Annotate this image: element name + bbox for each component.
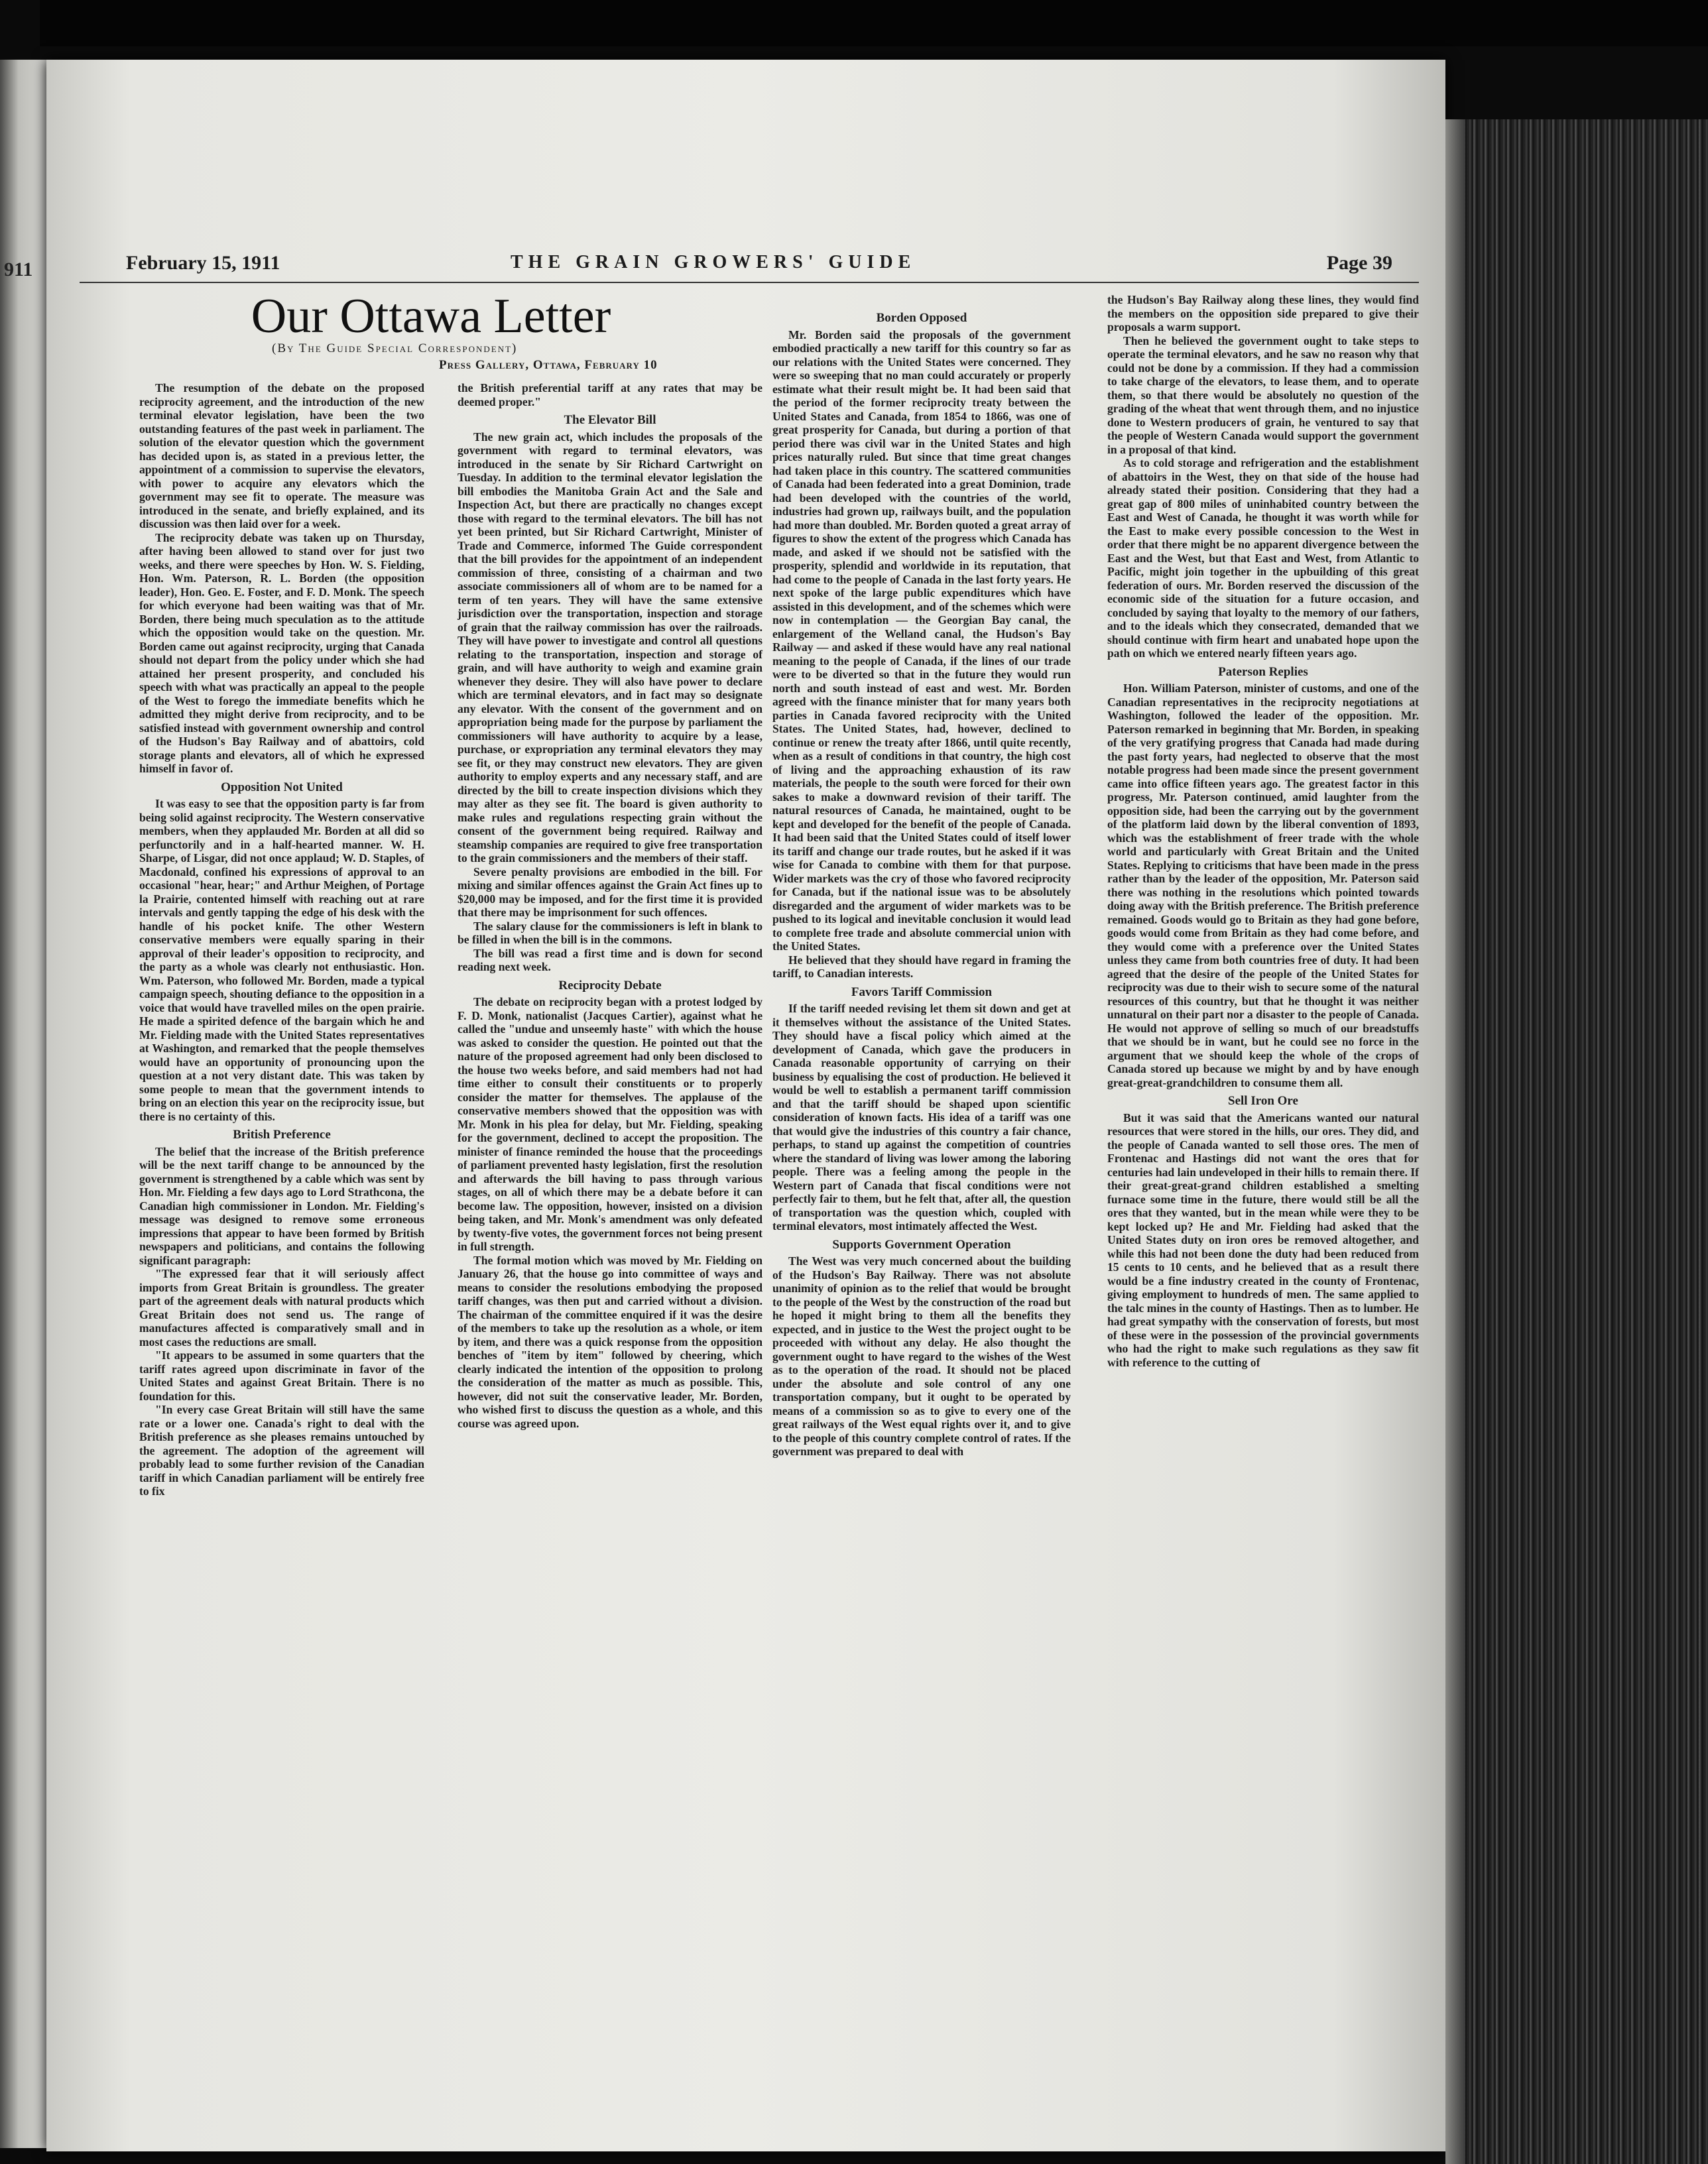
- paragraph: Then he believed the government ought to take steps to operate the terminal elevators, and he saw no reason why that could not be done by a commission. If they had a commission to take charge of the elevators, to lease them, and to operate them, so that there would be absolutely no question of the grading of the wheat that went through them, and no injustice done to Western producers of grain, he ventured to say that the people of Western Canada would support the government in a proposal of that kind.: [1107, 333, 1419, 456]
- previous-page-number: 911: [4, 259, 33, 280]
- header-rule: [80, 282, 1419, 283]
- quote-paragraph: "In every case Great Britain will still have the same rate or a lower one. Canada's right to deal with the British preference as she pleases remains untouched by the agreement. The adoption of the agreement will probably lead to some further revision of the Canadian tariff in which Canadian parliament will be entirely free to fix: [139, 1403, 424, 1498]
- paragraph: The new grain act, which includes the proposals of the government with regard to terminal elevators, was introduced in the senate by Sir Richard Cartwright on Tuesday. In addition to the terminal elevator legislation the bill embodies the Manitoba Grain Act and the Sale and Inspection Act, but there are practically no changes except those with regard to the terminal elevators. The bill has not yet been printed, but Sir Richard Cartwright, Minister of Trade and Commerce, informed The Guide correspondent that the bill provides for the appointment of an independent commission of three, consisting of a chairman and two associate commissioners all of whom are to be named for a term of ten years. They will have the same extensive jurisdiction over the transportation, inspection and storage of grain that the railway commission has over the railroads. They will have power to investigate and control all questions relating to the transportation, inspection and storage of grain, and will have authority to weigh and examine grain whenever they desire. They will also have power to declare which are terminal elevators, and in fact may so designate any elevator. With the consent of the government and on appropriation being made for the purpose by parliament the commissioners will have authority to acquire by a lease, purchase, or expropriation any terminal elevators they may see fit, or they may construct new elevators. They are given authority to employ experts and any necessary staff, and are directed by the bill to create inspection divisions which they may alter as they see fit. The board is given authority to make rules and regulations respecting grain without the consent of the government being required. Railway and steamship companies are required to give free transportation to the grain commissioners and the members of their staff.: [457, 430, 762, 865]
- page-gutter-shadow: [1445, 119, 1465, 2164]
- page-number: Page 39: [1326, 252, 1392, 274]
- subheading: Paterson Replies: [1218, 664, 1308, 679]
- paragraph: But it was said that the Americans wanted our natural resources that were stored in the hills, our ores. They did, and the people of Canada wanted to sell those ores. The men of Frontenac and Hastings did not want the ores that for centuries had lain undeveloped in their hills to remain there. If their great-great-grand children established a smelting furnace some time in the future, there would still be all the ores that they wanted, but in the mean while were they to be kept locked up? He and Mr. Fielding had asked that the United States duty on iron ores be removed altogether, and while this had not been done the duty had been reduced from 15 cents to 10 cents, and he believed that as a result there would be a fine industry created in the county of Frontenac, giving employment to hundreds of men. The same applied to the talc mines in the county of Hastings. Then as to lumber. He had great sympathy with the conservation of forests, but most of these were in the possession of the provincial governments who had the right to make such regulations as they saw fit with reference to the cutting of: [1107, 1111, 1419, 1369]
- subheading: Reciprocity Debate: [558, 978, 662, 992]
- paragraph: The belief that the increase of the British preference will be the next tariff change to be announced by the government is strengthened by a cable which was sent by Hon. Mr. Fielding a few days ago to Lord Strathcona, the Canadian high commissioner in London. Mr. Fielding's message was designed to remove some erroneous impressions that appear to have been formed by British newspapers and politicians, and contains the following significant paragraph:: [139, 1144, 424, 1267]
- article-dateline: Press Gallery, Ottawa, February 10: [439, 358, 658, 372]
- subheading: Sell Iron Ore: [1228, 1094, 1298, 1108]
- quote-paragraph: "The expressed fear that it will seriously affect imports from Great Britain is groundless. The greater part of the agreement deals with natural products which Great Britain does not send us. The range of manufactures affected is comparatively small and in most cases the reductions are small.: [139, 1267, 424, 1349]
- newspaper-page: [46, 60, 1445, 2151]
- publication-name: THE GRAIN GROWERS' GUIDE: [511, 252, 916, 272]
- film-border-top: [0, 0, 1708, 46]
- subheading: Opposition Not United: [221, 780, 343, 794]
- paragraph: He believed that they should have regard in framing the tariff, to Canadian interests.: [772, 953, 1071, 980]
- column-1: [139, 381, 424, 1498]
- paragraph: Severe penalty provisions are embodied in the bill. For mixing and similar offences against the Grain Act fines up to $20,000 may be imposed, and for the first time it is provided that there may be imprisonment for such offences.: [457, 865, 762, 919]
- column-3: [772, 306, 1071, 1459]
- paragraph: the British preferential tariff at any rates that may be deemed proper.": [457, 381, 762, 408]
- paragraph: The formal motion which was moved by Mr. Fielding on January 26, that the house go into committee of ways and means to consider the resolutions embodying the proposed tariff changes, was then put and carried without a division. The chairman of the committee enquired if it was the desire of the members to take up the resolution as a whole, or item by item, and there was a quick response from the opposition benches of "item by item" followed by cheering, which clearly indicated the intention of the opposition to prolong the consideration of the matter as much as possible. This, however, did not suit the conservative leader, Mr. Borden, who wished first to discuss the question as a whole, and this course was agreed upon.: [457, 1253, 762, 1430]
- paragraph: The debate on reciprocity began with a protest lodged by F. D. Monk, nationalist (Jacques Cartier), against what he called the "undue and unseemly haste" with which the house was asked to consider the question. He pointed out that the nature of the proposed agreement had only been disclosed to the house two weeks before, and said members had not had time either to consult their constituents or to properly consider the matter for themselves. The applause of the conservative members showed that the opposition was with Mr. Monk in his plea for delay, but Mr. Fielding, speaking for the government, declined to accept the proposition. The minister of finance reminded the house that the proceedings of parliament prevented hasty legislation, first the resolution and afterwards the bill having to pass through various stages, on all of which there may be a debate before it can become law. The opposition, however, insisted on a division being taken, and Mr. Monk's amendment was only defeated by twenty-five votes, the government forces not being present in full strength.: [457, 995, 762, 1253]
- paragraph: As to cold storage and refrigeration and the establishment of abattoirs in the West, they on that side of the house had already stated their position. Considering that they had a great gap of 800 miles of uninhabited country between the East and West of Canada, he thought it was worth while for the East to make every possible concession to the West in order that there might be no apparent divergence between the East and the West, but that East and West, from Atlantic to Pacific, might join together in the upbuilding of this great federation of ours. Mr. Borden reserved the discussion of the economic side of the situation for a future occasion, and concluded by saying that loyalty to the memory of our fathers, and to the ideals which they consecrated, demanded that we should continue with firm heart and unabated hope upon the path on which we entered nearly fifteen years ago.: [1107, 456, 1419, 660]
- issue-date: February 15, 1911: [126, 252, 280, 274]
- article-byline: (By The Guide Special Correspondent): [272, 341, 518, 355]
- subheading: Supports Government Operation: [832, 1237, 1011, 1252]
- subheading: Favors Tariff Commission: [851, 985, 993, 999]
- paragraph: The bill was read a first time and is down for second reading next week.: [457, 946, 762, 973]
- subheading: The Elevator Bill: [564, 413, 656, 427]
- paragraph: Mr. Borden said the proposals of the government embodied practically a new tariff for this country so far as our relations with the United States were concerned. They were so sweeping that no man could accurately or properly estimate what their result might be. It had been said that the period of the former reciprocity treaty between the United States and Canada, from 1854 to 1866, was one of great prosperity for Canada, but during a portion of that period there was civil war in the United States and high prices naturally ruled. But since that time great changes had taken place in this country. The scattered communities of Canada had been federated into a great Dominion, trade had been developed with the countries of the world, industries had grown up, railways built, and the population had more than doubled. Mr. Borden quoted a great array of figures to show the extent of the progress which Canada has made, and asked if we should not be satisfied with the prosperity, splendid and worldwide in its reputation, that had come to the people of Canada in the last forty years. He next spoke of the large public expenditures which have assisted in this development, and of the schemes which were now in contemplation — the Georgian Bay canal, the enlargement of the Welland canal, the Hudson's Bay Railway — and asked if these would have any real national meaning to the people of Canada, if the lines of our trade were to be diverted so that in the future they would run north and south instead of east and west. Mr. Borden agreed with the finance minister that for many years both parties in Canada favored reciprocity with the United States. The United States, had, however, declined to continue or renew the treaty after 1866, until quite recently, when as a result of conditions in that country, the high cost of living and the approaching exhaustion of its raw materials, the people to the south were forced for their own sakes to make a downward revision of their tariff. The natural resources of Canada, he maintained, ought to be kept and developed for the benefit of the people of Canada. It had been said that the United States could of itself lower its tariff and change our trade routes, but he asked if it was wise for Canada to combine with them for that purpose. Wider markets was the cry of those who favored reciprocity for Canada, but if the national issue was to be absolutely disregarded and the argument of wider markets was to be pushed to its logical and inevitable conclusion it would lead to complete free trade and absolute commercial union with the United States.: [772, 328, 1071, 953]
- paragraph: It was easy to see that the opposition party is far from being solid against reciprocity. The Western conservative members, when they applauded Mr. Borden at all did so perfunctorily and in a half-hearted manner. W. H. Sharpe, of Lisgar, did not once applaud; W. D. Staples, of Macdonald, confined his expressions of approval to an occasional "hear, hear;" and Arthur Meighen, of Portage la Prairie, contented himself with reaching out at rare intervals and gently tapping the edge of his desk with the handle of his pocket knife. The other Western conservative members were equally sparing in their approval of their leader's opposition to reciprocity, and the party as a whole was clearly not enthusiastic. Hon. Wm. Paterson, who followed Mr. Borden, made a typical campaign speech, shouting defiance to the opposition in a voice that would have travelled miles on the open prairie. He made a spirited defence of the bargain which he and Mr. Fielding made with the United States representatives at Washington, and remarked that the people themselves would have an opportunity of pronouncing upon the question at a not very distant date. This was taken by some people to mean that the government intends to bring on an election this year on the reciprocity issue, but there is no certainty of this.: [139, 797, 424, 1123]
- paragraph: If the tariff needed revising let them sit down and get at it themselves without the assistance of the United States. They should have a fiscal policy which aimed at the development of Canada, which gave the producers in Canada reasonable opportunity of carrying on their business by equalising the cost of production. He believed it would be well to establish a permanent tariff commission and that the tariff should be shaped upon scientific consideration of known facts. His idea of a tariff was one that would give the industries of this country a fair chance, perhaps, to stand up against the competition of countries where the standard of living was lower among the laboring people. There was a feeling among the people in the Western part of Canada that fiscal conditions were not perfectly fair to them, but he felt that, after all, the question of transportation was the question which, coupled with terminal elevators, most intimately affected the West.: [772, 1002, 1071, 1232]
- paragraph: the Hudson's Bay Railway along these lines, they would find the members on the opposition side prepared to give their proposals a warm support.: [1107, 293, 1419, 333]
- subheading: Borden Opposed: [876, 311, 967, 325]
- subheading: British Preference: [233, 1128, 331, 1142]
- paragraph: The West was very much concerned about the building of the Hudson's Bay Railway. There was not absolute unanimity of opinion as to the relief that would be brought to the people of the West by the construction of the road but he hoped it might bring to them all the benefits they expected, and in justice to the West the project ought to be proceeded with without any delay. He also thought the government ought to have regard to the wishes of the West as to the operation of the road. It should not be placed under the absolute and sole control of any one transportation company, but it ought to be operated by means of a commission so as to give to every one of the great railways of the West equal rights over it, and to give to the people of this country complete control of rates. If the government was prepared to deal with: [772, 1254, 1071, 1458]
- paragraph: The salary clause for the commissioners is left in blank to be filled in when the bill is in the commons.: [457, 919, 762, 946]
- paragraph: The reciprocity debate was taken up on Thursday, after having been allowed to stand over for just two weeks, and there were speeches by Hon. W. S. Fielding, Hon. Wm. Paterson, R. L. Borden (the opposition leader), Hon. Geo. E. Foster, and F. D. Monk. The speech for which everyone had been waiting was that of Mr. Borden, there being much speculation as to the attitude which the opposition would take on the question. Mr. Borden came out against reciprocity, urging that Canada should not depart from the policy under which she had attained her present prosperity, and concluded his speech with what was practically an appeal to the people of the West to forego the immediate benefits which he admitted they might derive from reciprocity, and to be satisfied instead with government ownership and control of the Hudson's Bay Railway and of abattoirs, cold storage plants and elevators, all of which he expressed himself in favor of.: [139, 530, 424, 775]
- quote-paragraph: "It appears to be assumed in some quarters that the tariff rates agreed upon discriminate in favor of the United States and against Great Britain. There is no foundation for this.: [139, 1349, 424, 1403]
- paragraph: Hon. William Paterson, minister of customs, and one of the Canadian representatives in the reciprocity negotiations at Washington, followed the leader of the opposition. Mr. Paterson remarked in beginning that Mr. Borden, in speaking of the very gratifying progress that Canada had made during the past forty years, had neglected to observe that the most notable progress had been made since the present government came into office fifteen years ago. The greatest factor in this progress, Mr. Paterson continued, amid laughter from the opposition side, had been the carrying out by the government of the platform laid down by the liberal convention of 1893, which was the establishment of freer trade with the whole world and particularly with Great Britain and the United States. Replying to criticisms that have been made in the press rather than by the leader of the opposition, Mr. Paterson said there was nothing in the resolutions which pointed towards doing away with the British preference. The British preference remained. Goods would go to Britain as they had gone before, goods would come from Britain as they had come before, and they would come with a preference over the United States unless they came from both countries free of duty. It had been agreed that the desire of the people of the United States for reciprocity was due to their wish to secure some of the natural resources of this country, but that he thought it was neither unnatural on their part nor a disaster to the people of Canada. He would not approve of selling so much of our breadstuffs that we should be in want, but he could see no force in the argument that we should keep the whole of the crops of Canada stored up because we might by and by have enough great-great-grandchildren to consume them all.: [1107, 682, 1419, 1089]
- book-binding-edge: [1445, 119, 1708, 2164]
- column-2: [457, 381, 762, 1430]
- article-title: Our Ottawa Letter: [251, 289, 611, 343]
- previous-page-edge: [0, 60, 46, 2148]
- column-4: [1107, 293, 1419, 1369]
- paragraph: The resumption of the debate on the proposed reciprocity agreement, and the introduction of the new terminal elevator legislation, have been the two outstanding features of the past week in parliament. The solution of the elevator question which the government has decided upon is, as stated in a previous letter, the appointment of a commission to supervise the elevators, with power to acquire any elevators which the government may see fit to operate. The measure was introduced in the senate, and briefly explained, and its discussion was then laid over for a week.: [139, 381, 424, 530]
